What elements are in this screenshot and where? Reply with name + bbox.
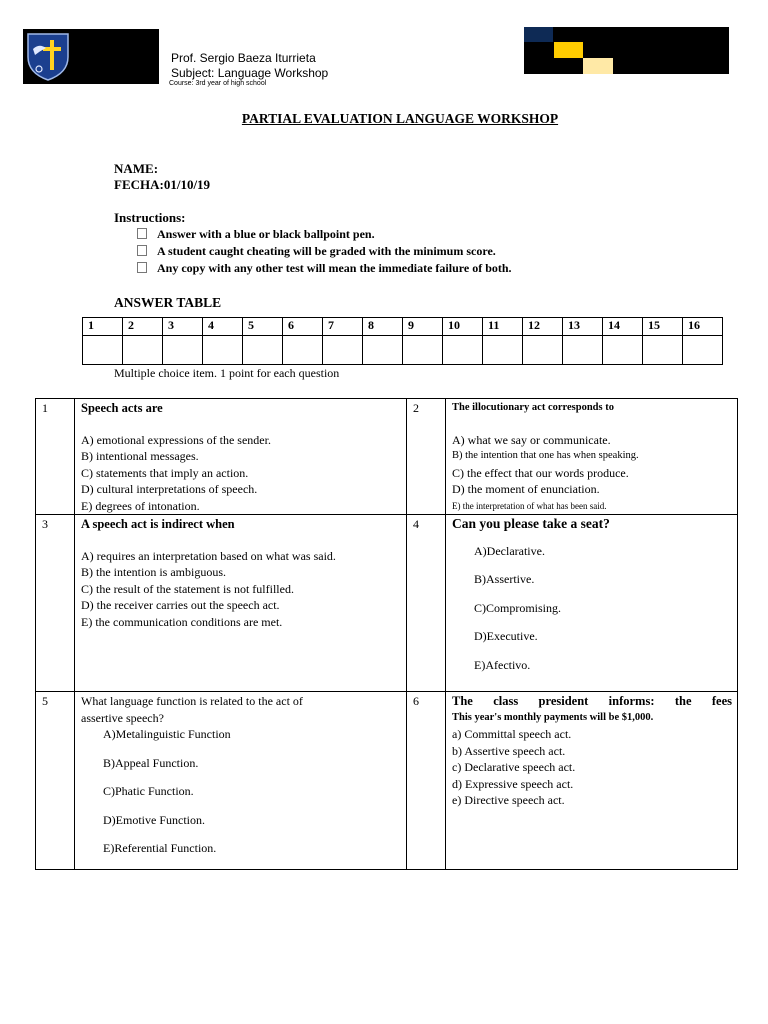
answer-cell[interactable] (523, 336, 563, 365)
option: D) cultural interpretations of speech. (81, 482, 258, 496)
instruction-text: A student caught cheating will be graded with the minimum score. (157, 244, 496, 258)
answer-cell[interactable] (443, 336, 483, 365)
answer-number: 8 (363, 318, 403, 336)
question-text: The illocutionary act corresponds to (452, 402, 614, 413)
option: D) the moment of enunciation. (452, 482, 600, 496)
option: D)Emotive Function. (103, 812, 205, 827)
multiple-choice-note: Multiple choice item. 1 point for each question (114, 366, 340, 380)
option: E)Referential Function. (103, 841, 217, 855)
option: B)Assertive. (474, 572, 535, 586)
option: B) intentional messages. (81, 449, 199, 463)
option: A) emotional expressions of the sender. (81, 432, 271, 447)
school-crest-icon (25, 31, 71, 82)
answer-cell[interactable] (603, 336, 643, 365)
question-row (36, 692, 738, 870)
answer-number: 6 (283, 318, 323, 336)
subject-label: Subject: Language Workshop (171, 66, 329, 80)
question-text: This year's monthly payments will be $1,000. (452, 711, 654, 723)
checkbox-icon (137, 245, 147, 256)
answer-table-header-row (83, 318, 723, 336)
question-text: assertive speech? (81, 710, 164, 725)
option: D) the receiver carries out the speech act. (81, 598, 280, 612)
answer-table (82, 317, 723, 365)
answer-number: 1 (83, 318, 123, 336)
option: E) degrees of intonation. (81, 498, 200, 513)
question-cell (75, 515, 407, 692)
option: C) statements that imply an action. (81, 465, 249, 480)
option: B) the intention is ambiguous. (81, 565, 226, 579)
question-cell (446, 399, 738, 515)
question-cell (446, 692, 738, 870)
question-text: Can you please take a seat? (452, 516, 610, 531)
option: C)Compromising. (474, 600, 562, 615)
option: C) the result of the statement is not fulfilled. (81, 581, 294, 596)
question-text: Speech acts are (81, 401, 163, 415)
question-number: 1 (36, 399, 75, 515)
question-text: The class president informs: the fees (452, 694, 732, 708)
option: C)Phatic Function. (103, 784, 194, 798)
option: D)Executive. (474, 629, 538, 643)
answer-number: 11 (483, 318, 523, 336)
option: c) Declarative speech act. (452, 760, 576, 774)
answer-cell[interactable] (483, 336, 523, 365)
answer-cell[interactable] (643, 336, 683, 365)
checkbox-icon (137, 228, 147, 239)
instruction-item (137, 261, 512, 276)
name-label: NAME: (114, 161, 159, 176)
question-text: A speech act is indirect when (81, 517, 235, 531)
option: B) the intention that one has when speaking. (452, 450, 639, 461)
question-number: 4 (407, 515, 446, 692)
questions-table (35, 398, 738, 870)
question-text: What language function is related to the act of (81, 694, 303, 708)
answer-number: 9 (403, 318, 443, 336)
answer-number: 14 (603, 318, 643, 336)
document-title: PARTIAL EVALUATION LANGUAGE WORKSHOP (241, 111, 559, 126)
answer-cell[interactable] (203, 336, 243, 365)
school-logo (23, 29, 159, 84)
instructions-title: Instructions: (114, 210, 186, 225)
option: B)Appeal Function. (103, 755, 199, 770)
answer-number: 10 (443, 318, 483, 336)
option: E)Afectivo. (474, 657, 531, 672)
option: A) what we say or communicate. (452, 432, 611, 447)
answer-cell[interactable] (243, 336, 283, 365)
question-number: 5 (36, 692, 75, 870)
answer-table-blank-row (83, 336, 723, 365)
answer-cell[interactable] (123, 336, 163, 365)
answer-cell[interactable] (683, 336, 723, 365)
instruction-item (137, 244, 496, 259)
option: b) Assertive speech act. (452, 743, 566, 758)
option: C) the effect that our words produce. (452, 465, 629, 480)
header-decoration-navy (524, 27, 553, 42)
option: A)Metalinguistic Function (103, 727, 231, 741)
option: A)Declarative. (474, 543, 545, 558)
question-row (36, 515, 738, 692)
option: a) Committal speech act. (452, 727, 572, 741)
answer-cell[interactable] (323, 336, 363, 365)
instruction-text: Any copy with any other test will mean the immediate failure of both. (157, 261, 512, 275)
question-cell (75, 399, 407, 515)
answer-cell[interactable] (363, 336, 403, 365)
answer-number: 15 (643, 318, 683, 336)
course-label: Course: 3rd year of high school (169, 80, 267, 87)
question-cell (446, 515, 738, 692)
question-cell (75, 692, 407, 870)
answer-number: 16 (683, 318, 723, 336)
answer-cell[interactable] (563, 336, 603, 365)
instruction-item (137, 227, 375, 242)
header-decoration-yellow (554, 42, 583, 58)
option: e) Directive speech act. (452, 793, 565, 807)
answer-number: 3 (163, 318, 203, 336)
answer-number: 4 (203, 318, 243, 336)
answer-cell[interactable] (83, 336, 123, 365)
question-number: 6 (407, 692, 446, 870)
answer-table-title: ANSWER TABLE (114, 295, 222, 310)
question-number: 2 (407, 399, 446, 515)
checkbox-icon (137, 262, 147, 273)
instruction-text: Answer with a blue or black ballpoint pen. (157, 227, 375, 241)
answer-cell[interactable] (403, 336, 443, 365)
option: A) requires an interpretation based on what was said. (81, 548, 336, 563)
answer-number: 13 (563, 318, 603, 336)
option: E) the interpretation of what has been said. (452, 500, 607, 511)
answer-number: 5 (243, 318, 283, 336)
teacher-name: Prof. Sergio Baeza Iturrieta (171, 51, 316, 65)
answer-cell[interactable] (163, 336, 203, 365)
question-row (36, 399, 738, 515)
option: E) the communication conditions are met. (81, 614, 283, 629)
answer-number: 7 (323, 318, 363, 336)
header-decoration-cream (583, 58, 613, 74)
option: d) Expressive speech act. (452, 776, 574, 791)
answer-number: 2 (123, 318, 163, 336)
date-label: FECHA:01/10/19 (114, 177, 211, 192)
question-number: 3 (36, 515, 75, 692)
answer-cell[interactable] (283, 336, 323, 365)
answer-number: 12 (523, 318, 563, 336)
